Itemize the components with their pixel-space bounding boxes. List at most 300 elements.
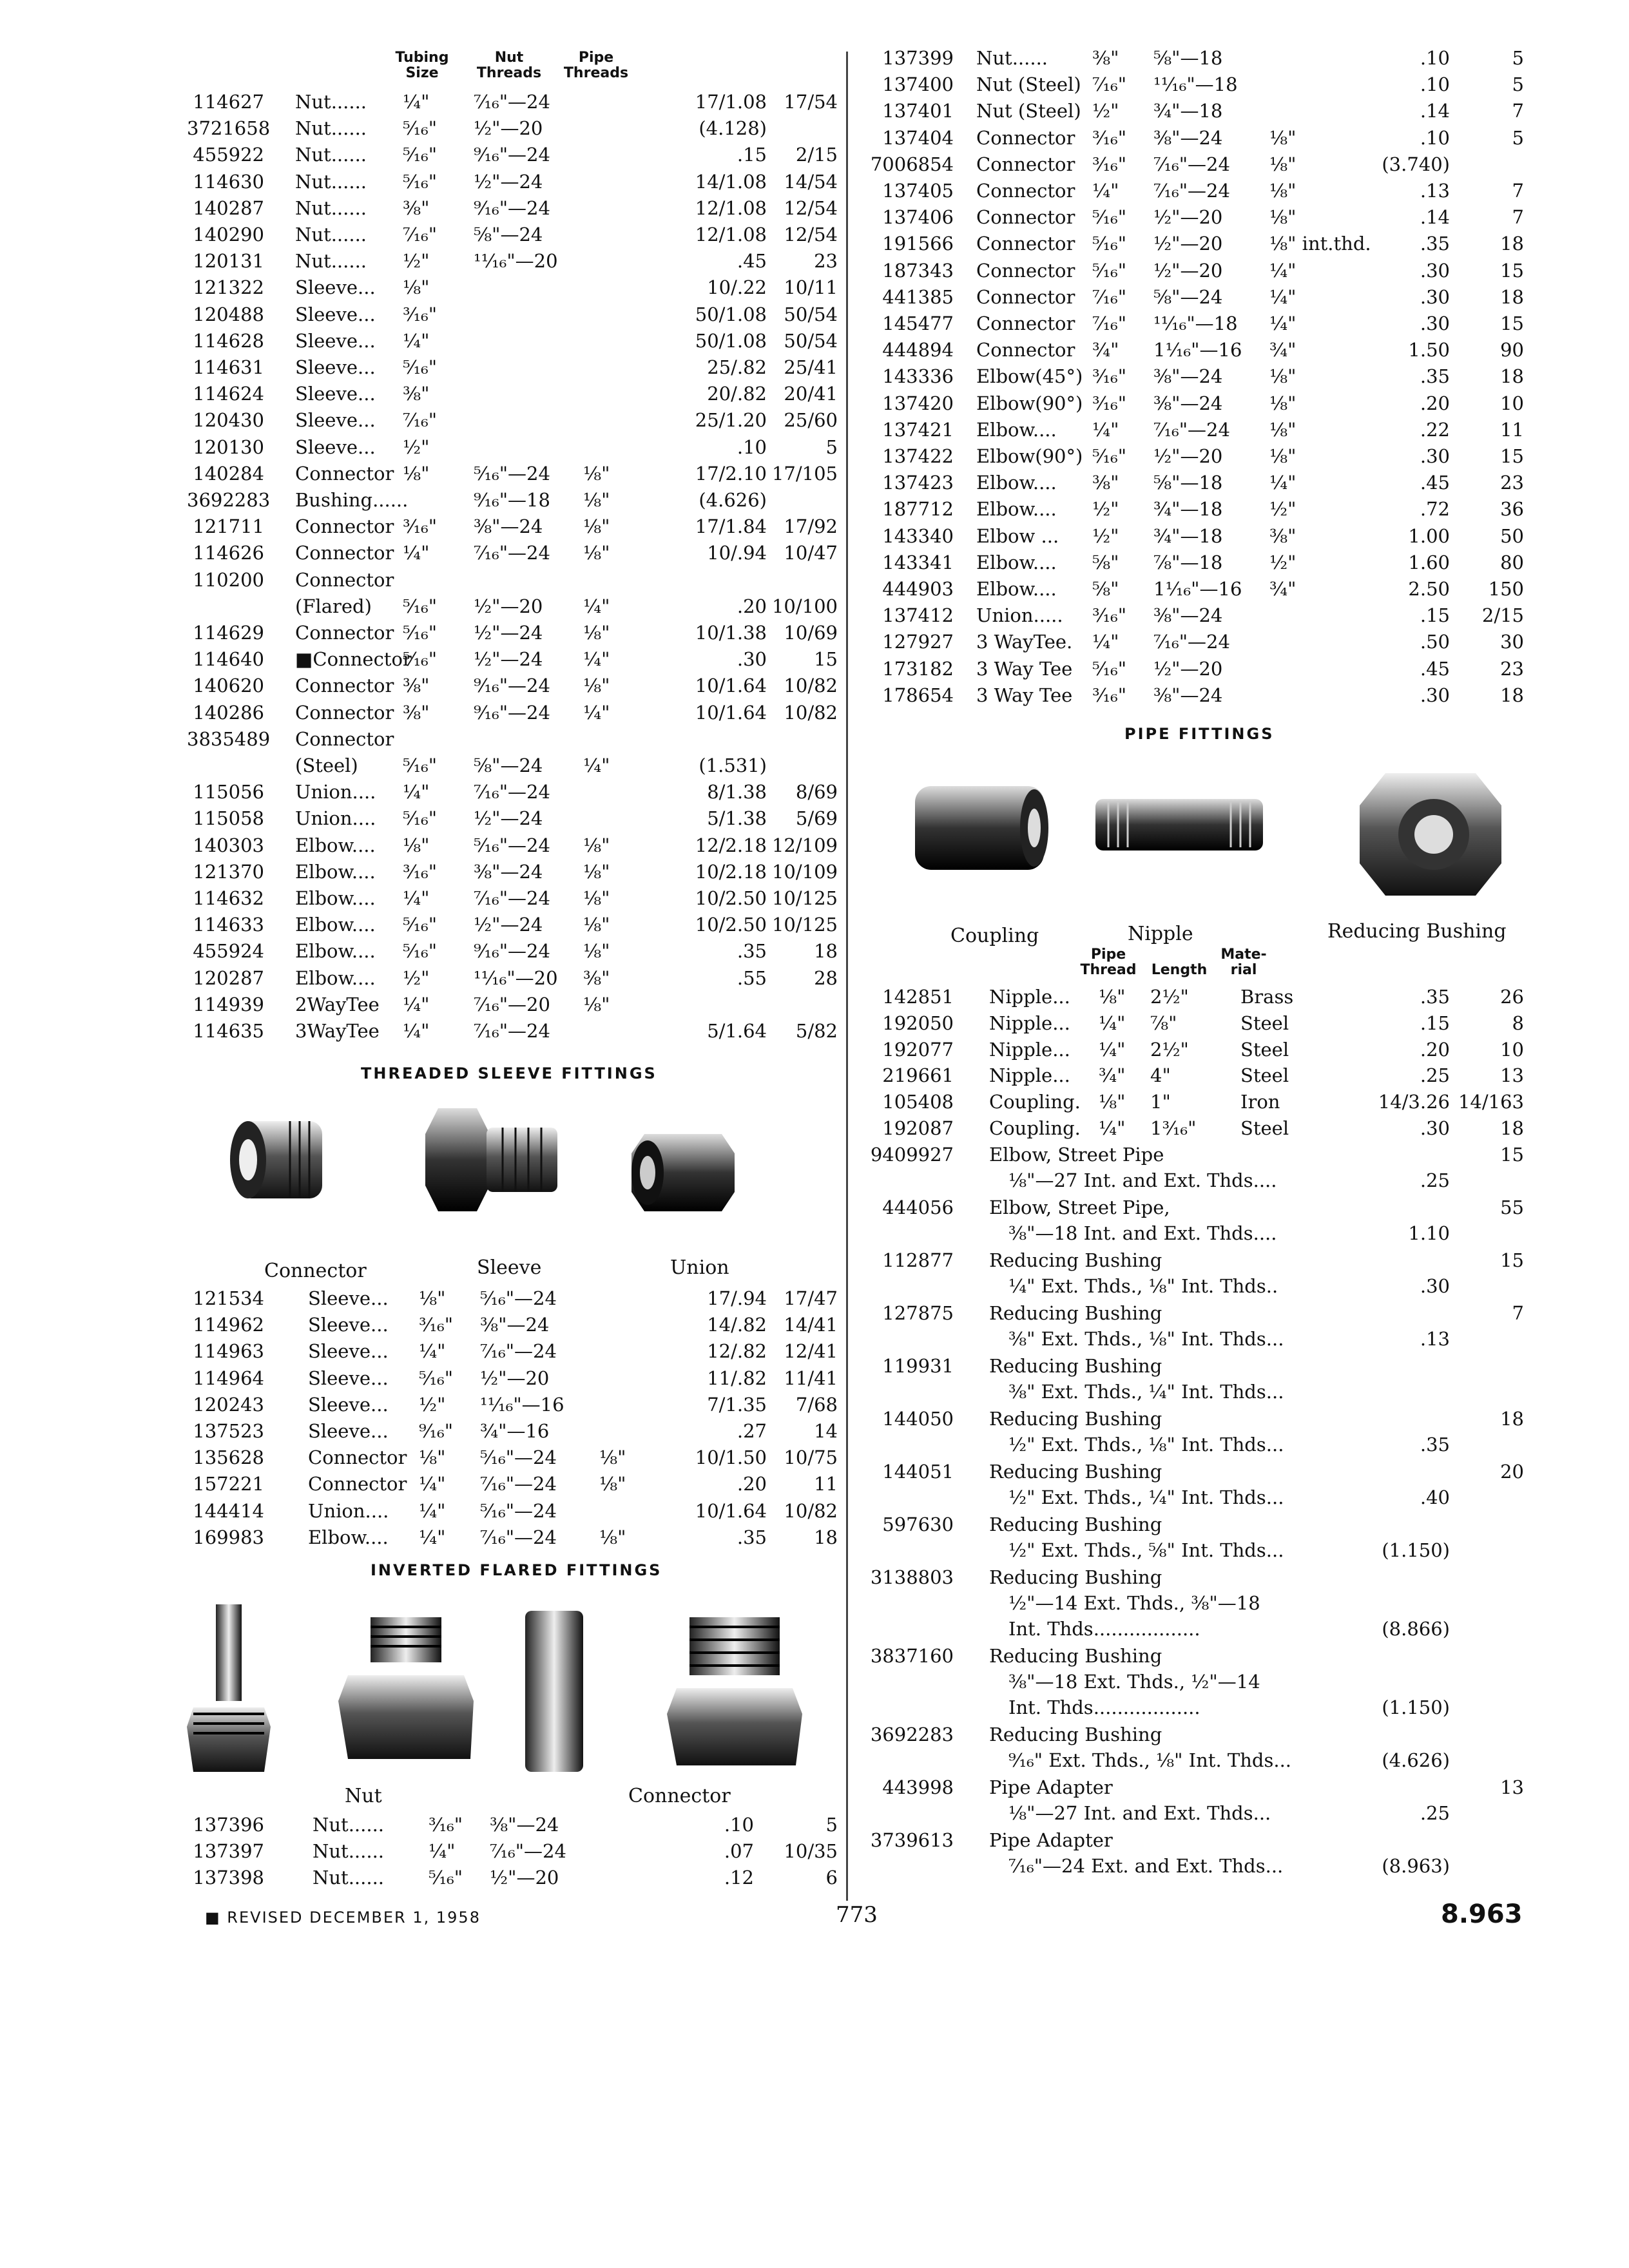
table-row [0,178,1629,204]
cell-l2: ½" Ext. Thds., ⅛" Int. Thds... [1008,1434,1284,1456]
table-row [0,204,1629,231]
list-item [0,1827,1629,1879]
cell-size: ¼" [1092,418,1119,441]
cell-price: .27 [737,1420,767,1442]
cell-thread: ⁷⁄₁₆"—24 [480,1473,557,1495]
cell-part: 178654 [882,684,954,706]
cell-size: ¼" [1092,180,1119,202]
cell-pipe: ⅛" [1269,418,1296,441]
cell-size: ½" [403,966,430,989]
cell-size: ⅜" [403,383,430,405]
cell-part: 137422 [882,445,954,467]
cell-desc: Sleeve... [308,1287,389,1309]
cell-pkg: 15 [814,648,838,671]
cell-part: 9409927 [870,1144,954,1166]
cell-size: ¼" [1099,1012,1126,1034]
cell-part: 3692283 [187,489,271,511]
cell-thread: ⅜"—24 [474,515,543,538]
cell-l1: Reducing Bushing [989,1355,1162,1377]
cell-pkg: 11 [1500,418,1524,441]
cell-price: 17/1.08 [695,91,767,113]
cell-pipe: ⅛" [1269,126,1296,149]
cell-desc: Elbow ... [976,524,1059,547]
cell-part: 192087 [882,1117,954,1139]
cell-pkg: 25/41 [784,356,838,378]
cell-size: ³⁄₁₆" [1092,365,1127,388]
cell-desc: Union.... [308,1499,389,1522]
cell-thread: ⁹⁄₁₆"—24 [474,940,550,963]
list-item [0,1300,1629,1352]
cell-part: 120430 [193,409,264,432]
cell-pipe: ⅛" [583,462,610,485]
cell-pkg: 18 [814,940,838,963]
cell-part: 143336 [882,365,954,388]
cell-pipe: ⅛" [583,993,610,1015]
cell-part: 137412 [882,604,954,627]
cell-price: .25 [1420,1802,1450,1824]
cell-size: ⁷⁄₁₆" [1092,73,1127,96]
cell-thread: ⁹⁄₁₆"—24 [474,675,550,697]
cell-part: 444903 [882,578,954,600]
cell-size: ³⁄₁₆" [1092,392,1127,414]
cell-thread: ½"—20 [480,1367,550,1389]
cell-part: 137423 [882,472,954,494]
cell-size: ⅜" [1092,472,1119,494]
list-item [0,1406,1629,1457]
cell-pipe: ⅛" [1269,153,1296,175]
cell-price: 1.50 [1408,339,1450,361]
cell-thread: ⁷⁄₁₆"—24 [490,1840,566,1863]
cell-pipe: ⅛" [583,489,610,511]
pipe-fittings-illustration [909,760,1547,915]
cell-desc: Sleeve... [295,276,376,299]
cell-pkg: 10/75 [784,1446,838,1469]
cell-thread: ⁷⁄₁₆"—24 [474,887,550,909]
cell-price: .20 [737,595,767,617]
cell-price: 11/.82 [707,1367,767,1389]
cell-l1: Reducing Bushing [989,1461,1162,1483]
cell-part: 114939 [193,993,264,1015]
cell-price: .30 [1420,285,1450,308]
cell-size: ⁵⁄₁₆" [403,170,438,193]
cell-part: 114627 [193,91,264,113]
cell-pkg: 5/69 [795,807,838,830]
cell-size: ¾" [1092,339,1119,361]
cell-price: .50 [1420,631,1450,653]
cell-desc: 2WayTee [295,993,380,1015]
cell-price: .20 [1420,1038,1450,1061]
cell-desc: Connector [976,180,1075,202]
cell-size: ¼" [403,91,430,113]
cell-size: ¼" [1092,631,1119,653]
cell-desc: Sleeve... [308,1340,389,1363]
footer-page-number: 773 [836,1902,878,1928]
cell-part: 114964 [193,1367,264,1389]
cell-desc: Connector [976,259,1075,282]
cell-part: 140620 [193,675,264,697]
table-row [0,363,1629,390]
cell-part: 3692283 [870,1724,954,1745]
cell-pkg: 15 [1500,259,1524,282]
cell-part: 137420 [882,392,954,414]
cell-pkg: 23 [814,250,838,273]
cell-pipe: ⅜" [1269,524,1296,547]
cell-size: ⅛" [1099,1091,1126,1113]
cell-pkg: 90 [1500,339,1524,361]
col-header-tubing-text: Tubing Size [395,50,449,81]
cell-thread: ⅜"—24 [1153,604,1223,627]
table-row [0,656,1629,682]
cell-price: (4.128) [699,117,767,140]
cell-pkg: 12/109 [771,834,838,856]
cell-size: ³⁄₁₆" [429,1814,463,1836]
cell-pipe: ⅛" [1269,392,1296,414]
cell-pkg: 10/82 [784,675,838,697]
cell-size: ⁵⁄₁₆" [403,914,438,936]
cell-part: 114631 [193,356,264,378]
cell-l3: Int. Thds.................. [1008,1696,1200,1718]
cell-price: 1.10 [1408,1222,1450,1244]
cell-thread: ½"—20 [1153,233,1223,255]
cell-part: 173182 [882,657,954,680]
cell-pkg: 17/54 [784,91,838,113]
cell-part: 140303 [193,834,264,856]
cell-part: 120287 [193,966,264,989]
cell-part: 115058 [193,807,264,830]
cell-desc: Elbow(90°) [976,445,1083,467]
cell-price: 25/.82 [707,356,767,378]
cell-pipe: ⅛" [1269,180,1296,202]
cell-thread: ⁹⁄₁₆"—24 [474,701,550,724]
cell-l1: Pipe Adapter [989,1776,1113,1798]
pipe-header-thread [1070,947,1147,978]
cell-price: .25 [1420,1064,1450,1087]
list-item [0,1459,1629,1510]
cell-size: ⁵⁄₁₆" [403,356,438,378]
cell-pipe: ⅛" [1269,445,1296,467]
cell-size: ¼" [403,887,430,909]
cell-desc: Nut...... [295,170,367,193]
cell-pkg: 7 [1512,1302,1524,1324]
cell-pkg: 10/82 [784,1499,838,1522]
cell-size: ⅜" [1092,47,1119,69]
cell-desc: Connector [976,126,1075,149]
cell-pkg: 5 [1512,73,1524,96]
table-row [0,1089,1629,1115]
cell-price: 12/.82 [707,1340,767,1363]
cell-desc: Connector [295,542,394,564]
cell-pkg: 20 [1500,1461,1524,1483]
nipple-icon [1095,799,1263,850]
cell-pipe: ⅛" [583,622,610,644]
cell-part: 121322 [193,276,264,299]
cell-price: 17/1.84 [695,515,767,538]
cell-part: 140287 [193,197,264,219]
cell-length: 2½" [1150,986,1189,1008]
table-row [0,98,1629,124]
cell-size: ½" [403,436,430,458]
pipe-section-title: PIPE FITTINGS [1124,725,1275,743]
cell-desc: Connector [295,727,394,750]
cell-price: .35 [1420,233,1450,255]
cell-thread: ⁵⁄₁₆"—24 [474,462,550,485]
cell-part: 140286 [193,701,264,724]
cell-thread: ¾"—18 [1153,498,1223,521]
cell-pkg: 13 [1500,1064,1524,1087]
cell-part: 219661 [882,1064,954,1087]
cell-size: ⅝" [1092,551,1119,573]
cell-l2: ⅜"—18 Int. and Ext. Thds.... [1008,1222,1277,1244]
pipe-header-material [1215,947,1273,978]
cell-length: 1³⁄₁₆" [1150,1117,1197,1139]
cell-size: ⅛" [403,462,430,485]
cell-price: 2.50 [1408,578,1450,600]
cell-thread: ⁷⁄₁₆"—24 [1153,180,1230,202]
cell-price: .15 [1420,604,1450,627]
cell-desc: Sleeve... [295,303,376,325]
cell-pkg: 14/54 [784,170,838,193]
cell-desc: Connector [976,339,1075,361]
cell-thread: ½"—24 [474,170,543,193]
cell-part: 443998 [882,1776,954,1798]
cell-pipe: ⅛" [583,515,610,538]
cell-thread: ½"—20 [1153,657,1223,680]
cell-pipe: ¼" [1269,472,1296,494]
cell-part: 137399 [882,47,954,69]
cell-desc: Nut (Steel) [976,73,1081,96]
cell-size: ⁵⁄₁₆" [1092,445,1127,467]
cell-desc: 3WayTee [295,1020,380,1042]
cell-length: 4" [1150,1064,1171,1087]
cell-pipe: ⅛" [583,887,610,909]
cell-l2: ½" Ext. Thds., ¼" Int. Thds... [1008,1486,1284,1508]
cell-pkg: 10/35 [784,1840,838,1863]
cell-pkg: 10/47 [784,542,838,564]
cell-price: (8.866) [1382,1618,1450,1640]
cell-price: (1.531) [699,754,767,776]
cell-pkg: 18 [1500,365,1524,388]
cell-price: 5/1.38 [707,807,767,830]
cell-price: 14/1.08 [695,170,767,193]
cell-part: 114628 [193,329,264,352]
cell-price: .13 [1420,180,1450,202]
cell-thread: 1¹⁄₁₆"—16 [1153,578,1242,600]
inverted-label-nut: Nut [345,1785,382,1807]
cell-desc: Sleeve... [295,329,376,352]
cell-part: 3837160 [870,1645,954,1667]
coupling-icon [915,786,1048,870]
cell-desc: Connector [976,312,1075,334]
cell-size: ³⁄₁₆" [1092,604,1127,627]
cell-size: ⁵⁄₁₆" [403,754,438,776]
cell-pkg: 2/15 [1481,604,1524,627]
cell-price: 10/1.64 [695,1499,767,1522]
pipe-header-length [1141,963,1218,978]
cell-price: .10 [737,436,767,458]
cell-pkg: 10/11 [784,276,838,299]
cell-price: .10 [724,1814,754,1836]
cell-price: .35 [1420,365,1450,388]
cell-size: ¼" [403,993,430,1015]
cell-pkg: 10 [1500,392,1524,414]
cell-desc: Nut (Steel) [976,100,1081,122]
cell-desc: Nut...... [295,224,367,245]
cell-part: 119931 [882,1355,954,1377]
cell-thread: ⁵⁄₁₆"—24 [474,834,550,856]
cell-pkg: 28 [814,966,838,989]
cell-thread: ⁷⁄₁₆"—24 [480,1340,557,1363]
cell-part: 144050 [882,1408,954,1430]
cell-price: 1.60 [1408,551,1450,573]
cell-part: 120488 [193,303,264,325]
cell-l3: Int. Thds.................. [1008,1618,1200,1640]
list-item [0,1722,1629,1773]
cell-thread: ¹¹⁄₁₆"—18 [1153,312,1238,334]
cell-part: 137421 [882,418,954,441]
cell-part: 112877 [882,1249,954,1271]
cell-price: .40 [1420,1486,1450,1508]
cell-pkg: 14/41 [784,1314,838,1336]
cell-part: 137406 [882,206,954,229]
threaded-label-sleeve: Sleeve [477,1256,542,1279]
cell-part: 114635 [193,1020,264,1042]
cell-size: ⁷⁄₁₆" [403,224,438,245]
cell-desc: Elbow.... [295,860,376,883]
cell-part: 120243 [193,1393,264,1416]
cell-part: 114630 [193,170,264,193]
cell-price: .14 [1420,100,1450,122]
cell-pkg: 10/125 [771,887,838,909]
threaded-section-title: THREADED SLEEVE FITTINGS [361,1064,657,1082]
cell-thread: ⁷⁄₁₆"—24 [474,542,550,564]
cell-size: ½" [1092,100,1119,122]
cell-pkg: 10/82 [784,701,838,724]
cell-size: ³⁄₁₆" [1092,684,1127,706]
pipe-label-nipple: Nipple [1128,923,1193,945]
cell-desc: Nipple... [989,1012,1070,1034]
cell-desc: Sleeve... [308,1393,389,1416]
cell-pkg: 14 [814,1420,838,1442]
cell-desc: Elbow.... [295,914,376,936]
table-row [0,602,1629,629]
cell-desc: Nut...... [295,197,367,219]
cell-price: .10 [1420,73,1450,96]
cell-mat: Iron [1240,1091,1280,1113]
cell-price: (3.740) [1382,153,1450,175]
cell-part: 144414 [193,1499,264,1522]
cell-mat: Steel [1240,1012,1289,1034]
cell-thread: ⅜"—24 [1153,684,1223,706]
cell-desc: Nut...... [976,47,1048,69]
cell-size: ¼" [419,1526,446,1548]
cell-part: 114626 [193,542,264,564]
cell-price: .30 [1420,312,1450,334]
table-row [0,258,1629,284]
cell-l2: ¼" Ext. Thds., ⅛" Int. Thds.. [1008,1275,1278,1297]
cell-pipe: ¼" [583,648,610,671]
cell-price: .10 [1420,126,1450,149]
cell-thread: ⅝"—18 [1153,472,1223,494]
cell-size: ¼" [419,1499,446,1522]
cell-thread: ⁷⁄₁₆"—20 [474,993,550,1015]
cell-part: 137400 [882,73,954,96]
cell-desc: Nipple... [989,986,1070,1008]
table-row [0,523,1629,550]
cell-desc: Sleeve... [295,356,376,378]
cell-thread: ⁷⁄₁₆"—24 [474,1020,550,1042]
cell-thread: ½"—20 [474,595,543,617]
cell-price: (4.626) [699,489,767,511]
cell-pkg: 11 [814,1473,838,1495]
cell-l2: ⅜"—18 Ext. Thds., ½"—14 [1008,1671,1260,1693]
cell-part: 191566 [882,233,954,255]
cell-price: 5/1.64 [707,1020,767,1042]
table-row [0,390,1629,417]
cell-price: .13 [1420,1328,1450,1350]
cell-pkg: 12/54 [784,197,838,219]
cell-part: 114640 [193,648,264,671]
cell-price: .30 [1420,1117,1450,1139]
cell-l2: ½" Ext. Thds., ⅝" Int. Thds... [1008,1539,1284,1561]
cell-price: 20/.82 [707,383,767,405]
cell-part: 114624 [193,383,264,405]
cell-part: 140290 [193,224,264,245]
cell-part: 444894 [882,339,954,361]
cell-price: .15 [737,144,767,166]
cell-pkg: 15 [1500,1249,1524,1271]
cell-pipe: ⅛" [583,940,610,963]
cell-size: ¼" [419,1473,446,1495]
cell-pkg: 15 [1500,445,1524,467]
cell-thread: ⁹⁄₁₆"—18 [474,489,550,511]
cell-price: 10/1.64 [695,701,767,724]
cell-size: ³⁄₁₆" [403,860,438,883]
cell-thread: ¾"—18 [1153,524,1223,547]
cell-pipe: ¾" [1269,578,1296,600]
table-row [0,125,1629,151]
cell-part: 121534 [193,1287,264,1309]
cell-size: ½" [419,1393,446,1416]
cell-price: .35 [737,1526,767,1548]
cell-part: 140284 [193,462,264,485]
cell-pkg: 7/68 [795,1393,838,1416]
cell-pkg: 25/60 [784,409,838,432]
cell-part: 145477 [882,312,954,334]
cell-desc: Connector [308,1473,407,1495]
cell-mat: Steel [1240,1064,1289,1087]
cell-desc: 3 Way Tee [976,684,1073,706]
cell-price: .12 [724,1867,754,1889]
cell-part: 143340 [882,524,954,547]
cell-desc: (Steel) [295,754,358,776]
cell-size: ¼" [429,1840,456,1863]
cell-pkg: 7 [1512,100,1524,122]
cell-price: 10/1.38 [695,622,767,644]
cell-pkg: 18 [1500,1117,1524,1139]
table-row [0,726,1629,753]
cell-pkg: 36 [1500,498,1524,521]
cell-desc: (Flared) [295,595,372,617]
cell-price: 14/.82 [707,1314,767,1336]
cell-part: 142851 [882,986,954,1008]
cell-part: 455924 [193,940,264,963]
cell-desc: Bushing...... [295,489,409,511]
cell-thread: ½"—24 [474,648,543,671]
table-row [0,1062,1629,1089]
cell-pkg: 5 [825,1814,838,1836]
cell-part: 3138803 [870,1566,954,1588]
table-row [0,45,1629,72]
